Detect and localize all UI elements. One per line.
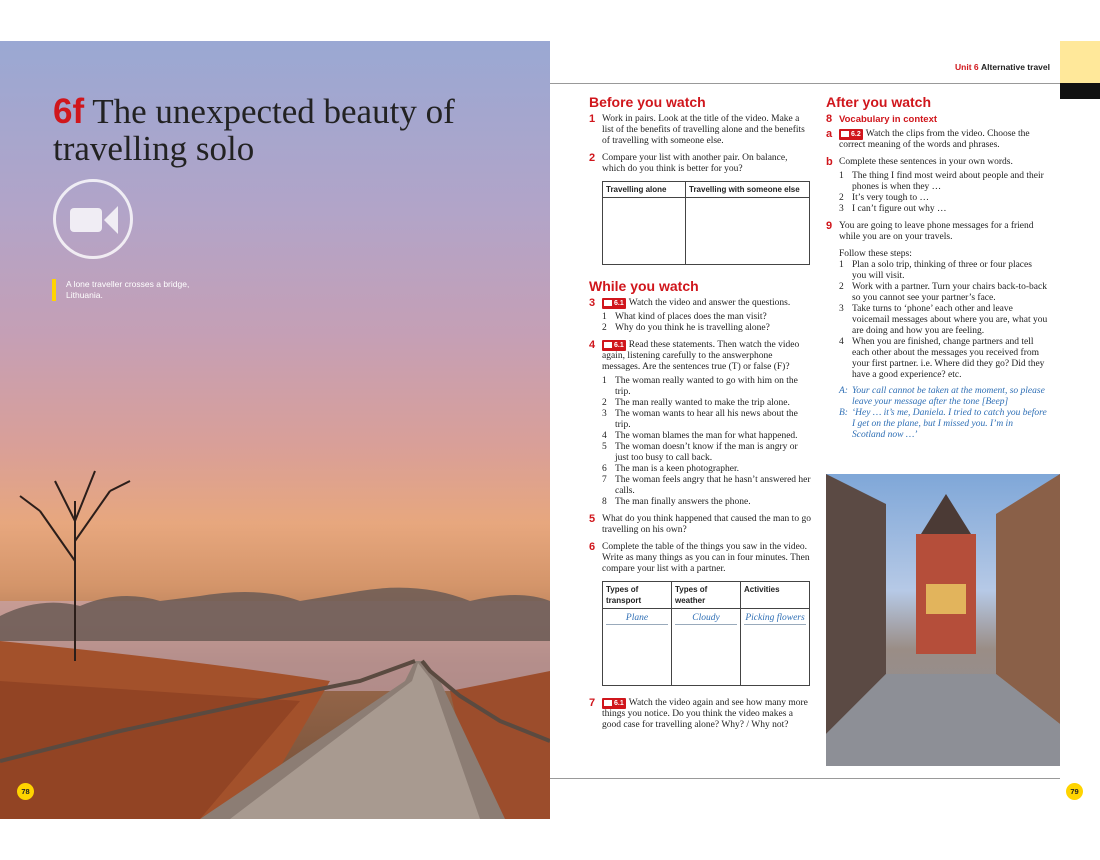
list-item: 5 The woman doesn’t know if the man is angry or just too busy to call back. [602, 442, 798, 463]
unit-label: Unit 6 [955, 62, 979, 72]
list-item: 4 When you are finished, change partners and tell each other about the messages you received from your first partner. i.e. Where did they go? Did they have a good experience? etc. [839, 337, 1045, 380]
exercise-7: 7 6.1 Watch the video again and see how many more things you notice. Do you think the video makes a good case for travelling alone? Why? / Why not? [589, 697, 808, 730]
video-camera-icon [604, 342, 612, 348]
table-cell[interactable] [603, 609, 672, 686]
exercise-4: 4 6.1 Read these statements. Then watch the video again, listening carefully to the answerphone messages. Are the sentences true (T) or false (F)? [589, 339, 800, 372]
exercise-8b: b Complete these sentences in your own words. [826, 156, 1013, 168]
table-header: Travelling alone [603, 182, 686, 198]
page-number-left: 78 [17, 783, 34, 800]
footer-rule [550, 778, 1060, 779]
list-item: 6 The man is a keen photographer. [602, 464, 739, 474]
video-camera-icon [53, 179, 133, 259]
table-header: Activities [741, 582, 810, 609]
photo-caption: A lone traveller crosses a bridge, Lithuania. [52, 279, 196, 301]
lesson-number: 6f [53, 92, 85, 131]
table-cell[interactable] [603, 198, 686, 265]
lesson-title-text: The unexpected beauty of travelling solo [53, 92, 455, 168]
list-item: 1 What kind of places does the man visit? [602, 312, 767, 322]
video-badge[interactable]: 6.1 [602, 340, 626, 351]
list-item: 2 Work with a partner. Turn your chairs back-to-back so you cannot see your partner’s face. [839, 282, 1047, 303]
video-camera-icon [604, 300, 612, 306]
while-heading: While you watch [589, 278, 699, 294]
list-item: 2 It’s very tough to … [839, 193, 930, 203]
list-item: 1 Plan a solo trip, thinking of three or four places you will visit. [839, 260, 1032, 281]
header-rule [550, 83, 1060, 84]
unit-header [900, 62, 1050, 72]
lesson-title [53, 93, 523, 167]
things-seen-table [602, 581, 810, 686]
video-camera-icon [841, 131, 849, 137]
video-camera-icon [604, 700, 612, 706]
table-cell[interactable] [672, 609, 741, 686]
dialog-line: B: ‘Hey … it’s me, Daniela. I tried to catch you before I get on the plane, but I missed you. I’m in Scotland now …’ [839, 408, 1047, 440]
before-heading: Before you watch [589, 94, 706, 110]
exercise-5: 5 What do you think happened that caused the man to go travelling on his own? [589, 513, 811, 535]
exercise-3: 3 6.1 Watch the video and answer the questions. [589, 297, 791, 309]
example-answer: Cloudy [675, 613, 737, 625]
example-answer: Picking flowers [745, 613, 805, 623]
list-item: 7 The woman feels angry that he hasn’t answered her calls. [602, 475, 811, 496]
example-answer: Plane [606, 613, 668, 625]
list-item: 3 The woman wants to hear all his news about the trip. [602, 409, 798, 430]
table-header: Types of transport [603, 582, 672, 609]
exercise-6: 6 Complete the table of the things you saw in the video. Write as many things as you can in four minutes. Then compare your list with a partner. [589, 541, 810, 574]
table-header: Travelling with someone else [686, 182, 810, 198]
table-cell[interactable] [741, 609, 810, 686]
list-item: 1 The thing I find most weird about people and their phones is when they … [839, 171, 1044, 192]
list-item: 3 Take turns to ‘phone’ each other and leave voicemail messages about where you are, what you are doing and how you are feeling. [839, 304, 1048, 336]
after-heading: After you watch [826, 94, 932, 110]
list-item: 2 The man really wanted to make the trip alone. [602, 398, 790, 408]
video-badge[interactable]: 6.2 [839, 129, 863, 140]
corner-tab-right [1060, 83, 1100, 99]
dialog-line: A: Your call cannot be taken at the moment, so please leave your message after the tone [Beep] [839, 386, 1045, 407]
unit-title: Alternative travel [981, 62, 1050, 72]
list-item: 2 Why do you think he is travelling alone? [602, 323, 770, 333]
corner-tab-right-yellow [1060, 41, 1100, 83]
table-header: Types of weather [672, 582, 741, 609]
steps-intro: Follow these steps: [839, 249, 912, 259]
exercise-8: 8 Vocabulary in context [826, 113, 938, 125]
exercise-2: 2 Compare your list with another pair. On balance, which do you think is better for you? [589, 152, 788, 174]
table-cell[interactable] [686, 198, 810, 265]
column-after [826, 94, 1048, 441]
benefits-table [602, 181, 810, 265]
city-street-photo [826, 474, 1060, 766]
list-item: 3 I can’t figure out why … [839, 204, 947, 214]
video-badge[interactable]: 6.1 [602, 698, 626, 709]
list-item: 1 The woman really wanted to go with him on the trip. [602, 376, 798, 397]
list-item: 8 The man finally answers the phone. [602, 497, 751, 507]
exercise-9: 9 You are going to leave phone messages for a friend while you are on your travels. [826, 220, 1034, 242]
page-number-right: 79 [1066, 783, 1083, 800]
exercise-1: 1 Work in pairs. Look at the title of the video. Make a list of the benefits of travelling alone and the benefits of travelling with someone else. [589, 113, 805, 146]
column-before-while [589, 94, 811, 737]
list-item: 4 The woman blames the man for what happened. [602, 431, 798, 441]
exercise-8a: a 6.2 Watch the clips from the video. Choose the correct meaning of the words and phrases. [826, 128, 1030, 150]
video-badge[interactable]: 6.1 [602, 298, 626, 309]
